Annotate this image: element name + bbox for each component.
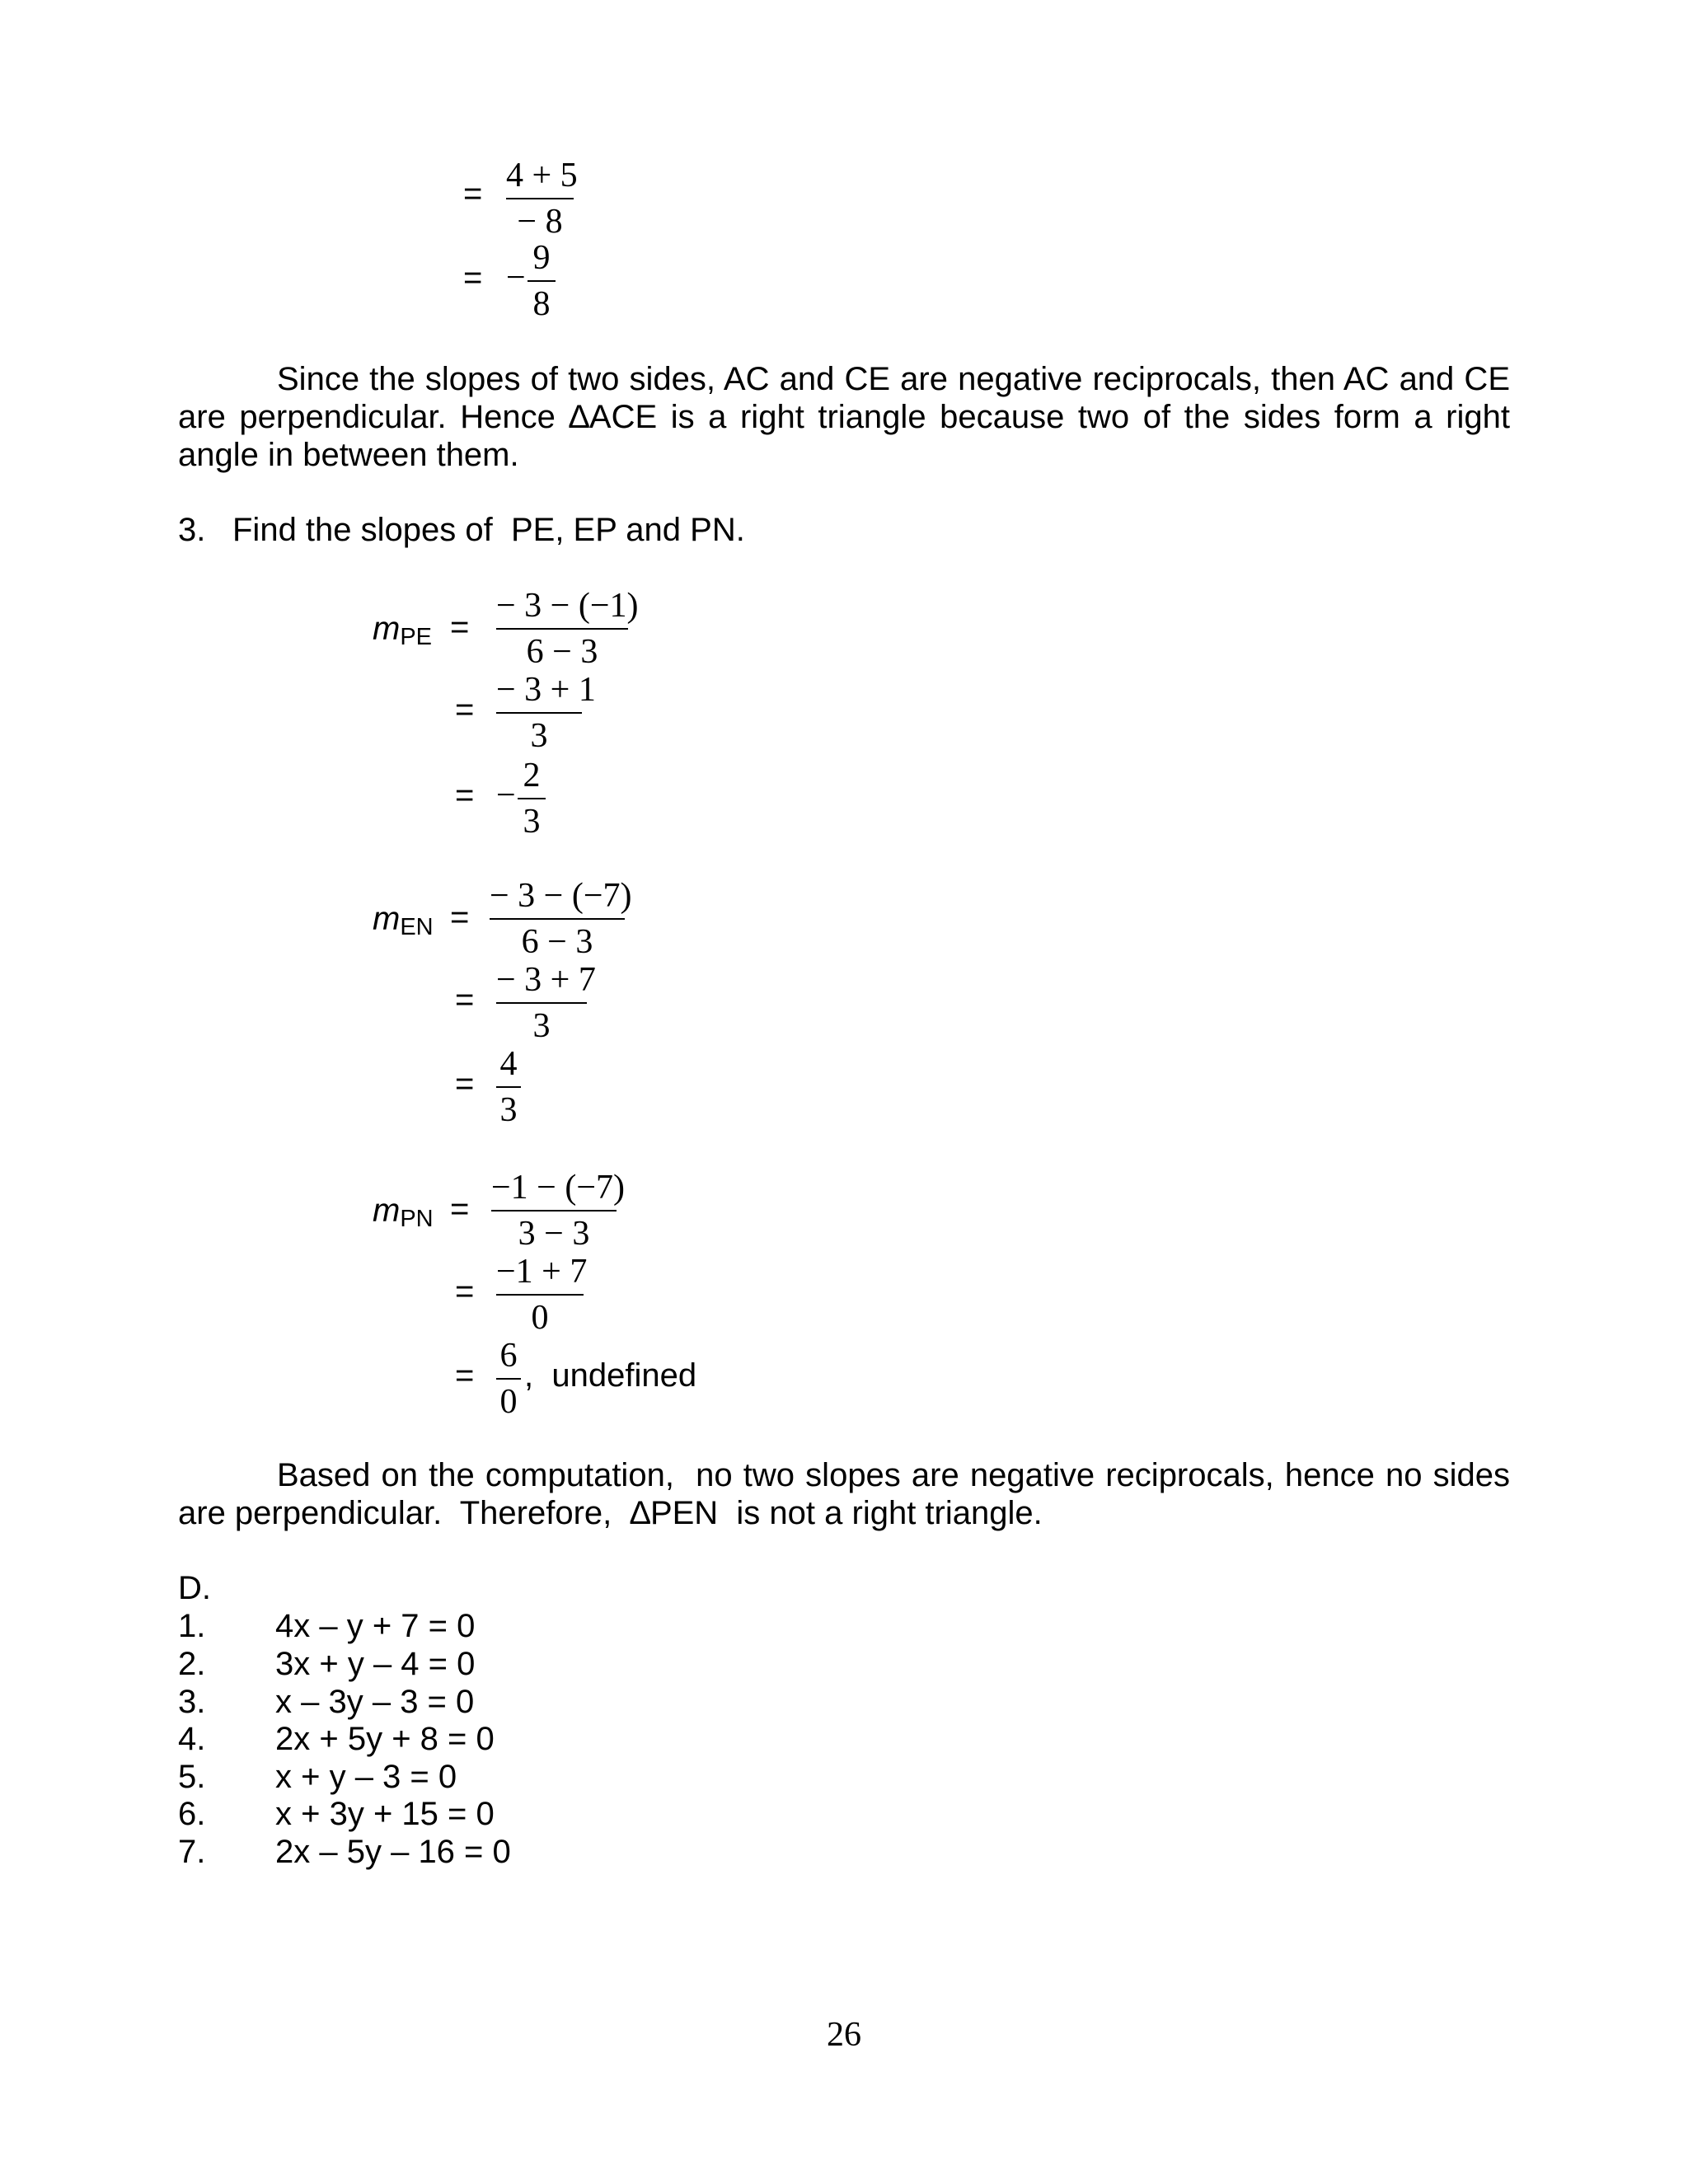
minus-sign: − — [506, 259, 526, 297]
slope-symbol: m — [373, 611, 401, 647]
fraction-denominator: 3 — [499, 1091, 518, 1129]
list-item-equation: x + y – 3 = 0 — [275, 1759, 457, 1795]
minus-sign: − — [496, 776, 516, 814]
list-item-equation: 4x – y + 7 = 0 — [275, 1608, 476, 1644]
fraction-denominator: 6 − 3 — [526, 633, 598, 671]
fraction-denominator: 3 — [530, 717, 548, 755]
equals-sign: = — [450, 899, 470, 935]
fraction-bar — [490, 918, 625, 920]
list-item-equation: 2x – 5y – 16 = 0 — [275, 1834, 511, 1870]
slope-symbol: m — [373, 901, 401, 937]
fraction-numerator: 6 — [499, 1337, 518, 1375]
equals-sign: = — [455, 691, 475, 728]
list-item-number: 4. — [178, 1721, 206, 1757]
fraction — [496, 1337, 521, 1421]
fraction — [496, 671, 596, 755]
fraction-denominator: − 8 — [517, 203, 563, 241]
fraction-numerator: −1 + 7 — [496, 1253, 588, 1291]
slope-label — [373, 610, 432, 651]
list-item-number: 5. — [178, 1759, 206, 1795]
equals-sign: = — [450, 609, 470, 645]
fraction-bar — [491, 1210, 617, 1212]
page-number: 26 — [827, 2016, 861, 2054]
list-item-number: 1. — [178, 1608, 206, 1644]
fraction-bar — [496, 1002, 587, 1004]
fraction-denominator: 0 — [531, 1299, 549, 1337]
paragraph-text: Based on the computation, no two slopes are negative reciprocals, hence no sides are perpendicular. Therefore, ∆PEN is not a right triangle. — [178, 1457, 1520, 1531]
fraction-bar — [496, 1086, 521, 1088]
item-instruction: Find the slopes of PE, EP and PN. — [232, 512, 745, 548]
slope-symbol: m — [373, 1193, 401, 1229]
list-item-number: 2. — [178, 1646, 206, 1682]
fraction — [496, 587, 639, 671]
equals-sign: = — [455, 982, 475, 1018]
fraction-bar — [506, 198, 574, 199]
list-item-equation: x + 3y + 15 = 0 — [275, 1796, 495, 1832]
section-heading: D. — [178, 1570, 211, 1606]
fraction-numerator: −1 − (−7) — [491, 1169, 626, 1207]
slope-subscript: PE — [400, 624, 433, 650]
equals-sign: = — [463, 176, 483, 212]
fraction-numerator: − 3 + 1 — [496, 671, 596, 709]
fraction-denominator: 3 — [523, 803, 541, 841]
list-item-equation: 3x + y – 4 = 0 — [275, 1646, 476, 1682]
fraction — [506, 157, 578, 241]
equals-sign: = — [455, 1357, 475, 1394]
equals-sign: = — [450, 1191, 470, 1227]
fraction-denominator: 3 − 3 — [518, 1215, 590, 1253]
item-number: 3. — [178, 512, 206, 548]
fraction — [496, 1253, 588, 1337]
fraction-denominator: 0 — [499, 1383, 518, 1421]
fraction — [496, 961, 596, 1045]
fraction — [496, 1045, 521, 1129]
fraction-numerator: − 3 − (−1) — [496, 587, 639, 625]
list-item-equation: 2x + 5y + 8 = 0 — [275, 1721, 495, 1757]
equals-sign: = — [455, 1273, 475, 1310]
fraction-numerator: 4 + 5 — [506, 157, 578, 194]
equals-sign: = — [455, 1066, 475, 1102]
list-item-equation: x – 3y – 3 = 0 — [275, 1684, 475, 1720]
fraction-numerator: 9 — [532, 239, 551, 277]
equals-sign: = — [463, 260, 483, 296]
fraction-bar — [496, 628, 628, 630]
paragraph-text: Since the slopes of two sides, AC and CE are negative reciprocals, then AC and CE are perpendicular. Hence ∆ACE is a right triangle because two of the sides form a right angle in between them. — [178, 361, 1510, 473]
fraction-bar — [496, 1294, 584, 1296]
undefined-note: , undefined — [524, 1357, 697, 1394]
fraction-bar — [496, 1378, 521, 1380]
fraction-denominator: 6 − 3 — [521, 923, 593, 961]
slope-label — [373, 1192, 434, 1233]
fraction-numerator: − 3 + 7 — [496, 961, 596, 999]
fraction — [518, 757, 546, 841]
paragraph-ace-conclusion — [178, 360, 1510, 474]
fraction-numerator: 2 — [523, 757, 541, 794]
fraction-numerator: 4 — [499, 1045, 518, 1083]
fraction — [528, 239, 556, 323]
fraction-denominator: 3 — [532, 1007, 551, 1045]
fraction-bar — [496, 712, 582, 714]
fraction-numerator: − 3 − (−7) — [490, 877, 632, 915]
paragraph-pen-conclusion — [178, 1456, 1520, 1532]
fraction-denominator: 8 — [532, 285, 551, 323]
fraction — [491, 1169, 626, 1253]
fraction-bar — [518, 798, 546, 799]
fraction — [490, 877, 632, 961]
slope-label — [373, 900, 434, 941]
fraction-bar — [528, 280, 556, 282]
slope-subscript: PN — [400, 1206, 434, 1232]
list-item-number: 6. — [178, 1796, 206, 1832]
equals-sign: = — [455, 777, 475, 813]
list-item-number: 7. — [178, 1834, 206, 1870]
slope-subscript: EN — [400, 914, 434, 940]
list-item-number: 3. — [178, 1684, 206, 1720]
